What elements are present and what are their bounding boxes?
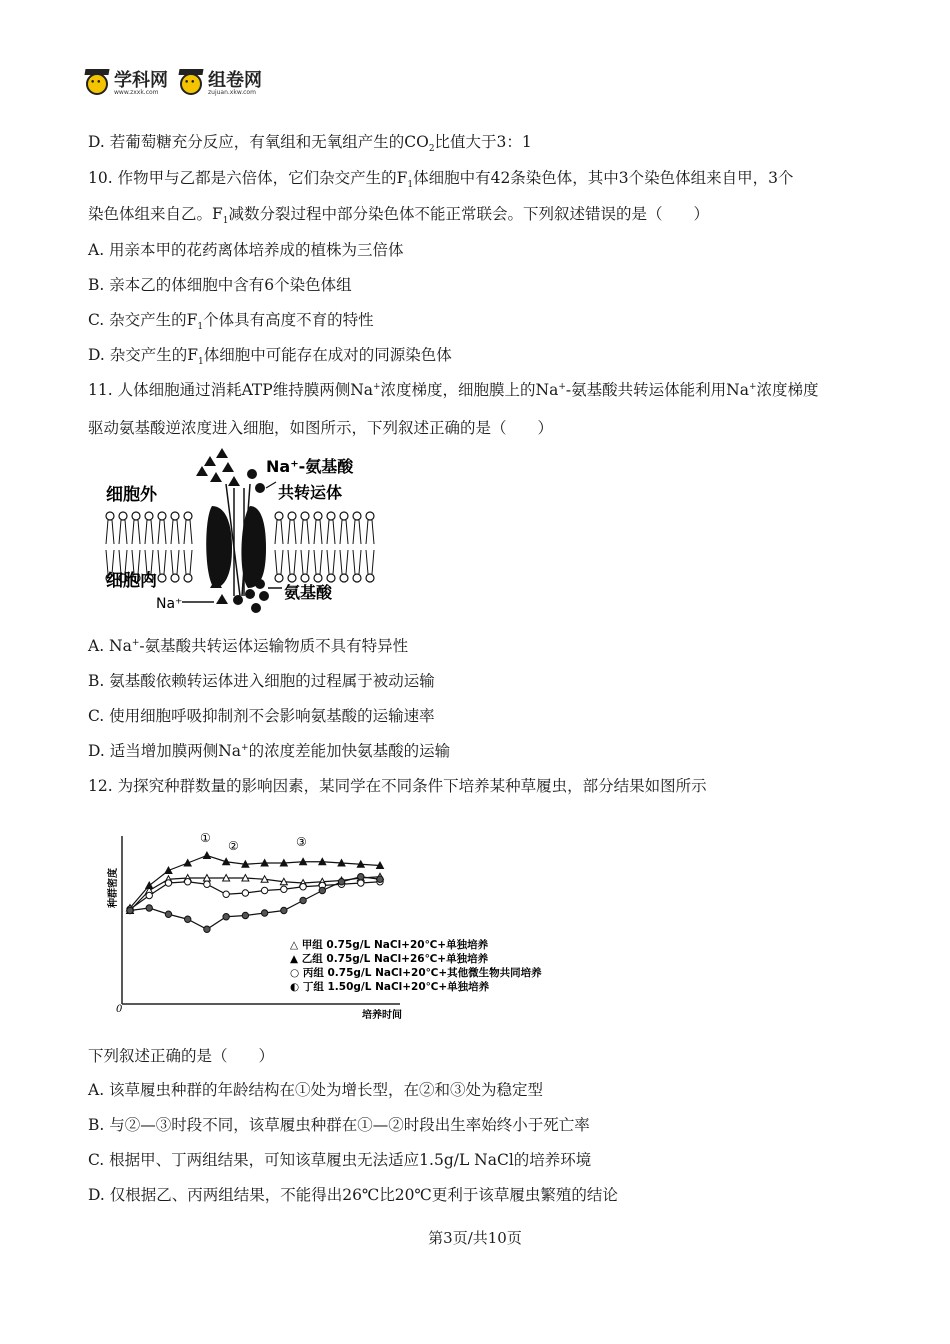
phospholipid-head: [275, 512, 283, 520]
data-point: [203, 852, 210, 859]
phospholipid-tail: [132, 520, 140, 544]
logo-url: www.zxxk.com: [114, 89, 159, 96]
phospholipid-head: [314, 512, 322, 520]
mascot-icon: [180, 73, 202, 95]
data-point: [358, 880, 364, 886]
period-marker: ②: [228, 839, 239, 853]
q11-stem-line2: 驱动氨基酸逆浓度进入细胞，如图所示，下列叙述正确的是（ ）: [88, 419, 554, 437]
phospholipid-head: [171, 512, 179, 520]
q9-option-d: D. 若葡萄糖充分反应，有氧组和无氧组产生的$CO_2$比值大于3：1: [88, 133, 532, 155]
phospholipid-tail: [106, 520, 114, 544]
label-cotransporter-2: 共转运体: [278, 483, 343, 502]
phospholipid-head: [353, 574, 361, 582]
phospholipid-tail: [171, 520, 179, 544]
q10-option-b: B. 亲本乙的体细胞中含有6个染色体组: [88, 276, 352, 294]
data-point: [146, 892, 152, 898]
phospholipid-tail: [288, 550, 296, 574]
phospholipid-tail: [158, 520, 166, 544]
logo-title: 组卷网: [208, 70, 262, 91]
q11-option-b: B. 氨基酸依赖转运体进入细胞的过程属于被动运输: [88, 672, 435, 690]
phospholipid-head: [327, 512, 335, 520]
data-point: [338, 879, 344, 885]
phospholipid-tail: [171, 550, 179, 574]
legend-entry: △ 甲组 0.75g/L NaCl+20℃+单独培养: [290, 939, 489, 951]
data-point: [204, 881, 210, 887]
data-point: [319, 887, 325, 893]
data-point: [281, 886, 287, 892]
logo-url: zujuan.xkw.com: [208, 89, 256, 96]
logo-title: 学科网: [114, 70, 168, 91]
phospholipid-tail: [327, 550, 335, 574]
origin-label: 0: [116, 1004, 123, 1015]
phospholipid-tail: [340, 550, 348, 574]
legend-entry: ◐ 丁组 1.50g/L NaCl+20℃+单独培养: [290, 981, 490, 993]
phospholipid-head: [184, 574, 192, 582]
q10-stem-line2: 染色体组来自乙。$F_1$减数分裂过程中部分染色体不能正常联会。下列叙述错误的是（ ）: [88, 205, 710, 227]
phospholipid-head: [158, 574, 166, 582]
phospholipid-head: [327, 574, 335, 582]
phospholipid-head: [171, 574, 179, 582]
phospholipid-head: [314, 574, 322, 582]
phospholipid-head: [366, 512, 374, 520]
header-logo: [86, 72, 268, 96]
data-point: [300, 884, 306, 890]
phospholipid-head: [366, 574, 374, 582]
data-point: [223, 914, 229, 920]
phospholipid-tail: [327, 520, 335, 544]
y-axis-label: 种群密度: [108, 868, 119, 908]
period-marker: ①: [200, 831, 211, 845]
phospholipid-head: [340, 574, 348, 582]
data-point: [204, 926, 210, 932]
phospholipid-head: [119, 512, 127, 520]
phospholipid-tail: [275, 520, 283, 544]
phospholipid-head: [301, 512, 309, 520]
phospholipid-head: [288, 574, 296, 582]
phospholipid-tail: [275, 550, 283, 574]
data-point: [165, 911, 171, 917]
phospholipid-head: [275, 574, 283, 582]
phospholipid-tail: [366, 520, 374, 544]
data-point: [127, 907, 133, 913]
phospholipid-head: [340, 512, 348, 520]
phospholipid-tail: [145, 520, 153, 544]
label-inside: 细胞内: [106, 571, 157, 591]
phospholipid-head: [158, 512, 166, 520]
q10-stem-line1: 10. 作物甲与乙都是六倍体，它们杂交产生的$F_1$体细胞中有42条染色体，其中3个染色体组来自甲，3个: [88, 169, 794, 191]
phospholipid-tail: [314, 520, 322, 544]
phospholipid-head: [145, 512, 153, 520]
phospholipid-tail: [301, 520, 309, 544]
phospholipid-tail: [184, 520, 192, 544]
x-axis-label: 培养时间: [362, 1010, 402, 1021]
data-point: [300, 897, 306, 903]
q12-question: 下列叙述正确的是（ ）: [88, 1047, 275, 1065]
phospholipid-tail: [288, 520, 296, 544]
phospholipid-head: [106, 512, 114, 520]
q11-stem-line1: 11. 人体细胞通过消耗ATP维持膜两侧Na+浓度梯度，细胞膜上的Na+-氨基酸共转运体能利用Na+浓度梯度: [88, 381, 819, 399]
phospholipid-head: [353, 512, 361, 520]
data-point: [184, 916, 190, 922]
phospholipid-tail: [366, 550, 374, 574]
phospholipid-head: [184, 512, 192, 520]
data-point: [165, 867, 172, 874]
data-point: [261, 910, 267, 916]
phospholipid-head: [301, 574, 309, 582]
phospholipid-tail: [314, 550, 322, 574]
q10-option-a: A. 用亲本甲的花药离体培养成的植株为三倍体: [88, 241, 404, 259]
label-outside: 细胞外: [106, 485, 157, 505]
phospholipid-tail: [184, 550, 192, 574]
phospholipid-head: [132, 512, 140, 520]
q12-option-d: D. 仅根据乙、丙两组结果，不能得出26℃比20℃更利于该草履虫繁殖的结论: [88, 1186, 618, 1204]
phospholipid-tail: [353, 550, 361, 574]
mascot-icon: [86, 73, 108, 95]
q12-option-b: B. 与②—③时段不同，该草履虫种群在①—②时段出生率始终小于死亡率: [88, 1116, 590, 1134]
phospholipid-head: [288, 512, 296, 520]
label-amino-acid: 氨基酸: [284, 583, 333, 602]
q11-option-a: A. Na+-氨基酸共转运体运输物质不具有特异性: [88, 637, 409, 655]
cotransporter-protein: [206, 506, 232, 588]
q11-option-d: D. 适当增加膜两侧Na+的浓度差能加快氨基酸的运输: [88, 742, 451, 760]
phospholipid-tail: [301, 550, 309, 574]
label-cotransporter-1: Na⁺-氨基酸: [266, 457, 354, 476]
phospholipid-tail: [340, 520, 348, 544]
page-number: 第3页/共10页: [428, 1229, 522, 1247]
data-point: [358, 874, 364, 880]
legend-entry: ○ 丙组 0.75g/L NaCl+20℃+其他微生物共同培养: [290, 967, 542, 979]
q10-option-d: D. 杂交产生的$F_1$体细胞中可能存在成对的同源染色体: [88, 346, 452, 368]
data-point: [377, 876, 383, 882]
data-point: [184, 879, 190, 885]
data-point: [146, 905, 152, 911]
data-point: [165, 880, 171, 886]
phospholipid-tail: [353, 520, 361, 544]
data-point: [242, 890, 248, 896]
q11-option-c: C. 使用细胞呼吸抑制剂不会影响氨基酸的运输速率: [88, 707, 435, 725]
q10-option-c: C. 杂交产生的$F_1$个体具有高度不育的特性: [88, 311, 374, 333]
data-point: [281, 907, 287, 913]
population-density-chart: [100, 828, 570, 1026]
q12-stem: 12. 为探究种群数量的影响因素，某同学在不同条件下培养某种草履虫，部分结果如图所示: [88, 777, 707, 795]
data-point: [242, 912, 248, 918]
cotransporter-figure: [100, 448, 380, 618]
q12-option-a: A. 该草履虫种群的年龄结构在①处为增长型，在②和③处为稳定型: [88, 1081, 544, 1099]
q12-option-c: C. 根据甲、丁两组结果，可知该草履虫无法适应1.5g/L NaCl的培养环境: [88, 1151, 592, 1169]
data-point: [223, 891, 229, 897]
phospholipid-tail: [158, 550, 166, 574]
phospholipid-tail: [119, 520, 127, 544]
period-marker: ③: [296, 835, 307, 849]
data-point: [261, 887, 267, 893]
na-ion-triangles: [196, 448, 240, 486]
legend-entry: ▲ 乙组 0.75g/L NaCl+26℃+单独培养: [290, 953, 489, 965]
data-point: [184, 860, 191, 867]
label-na: Na⁺: [156, 596, 183, 612]
